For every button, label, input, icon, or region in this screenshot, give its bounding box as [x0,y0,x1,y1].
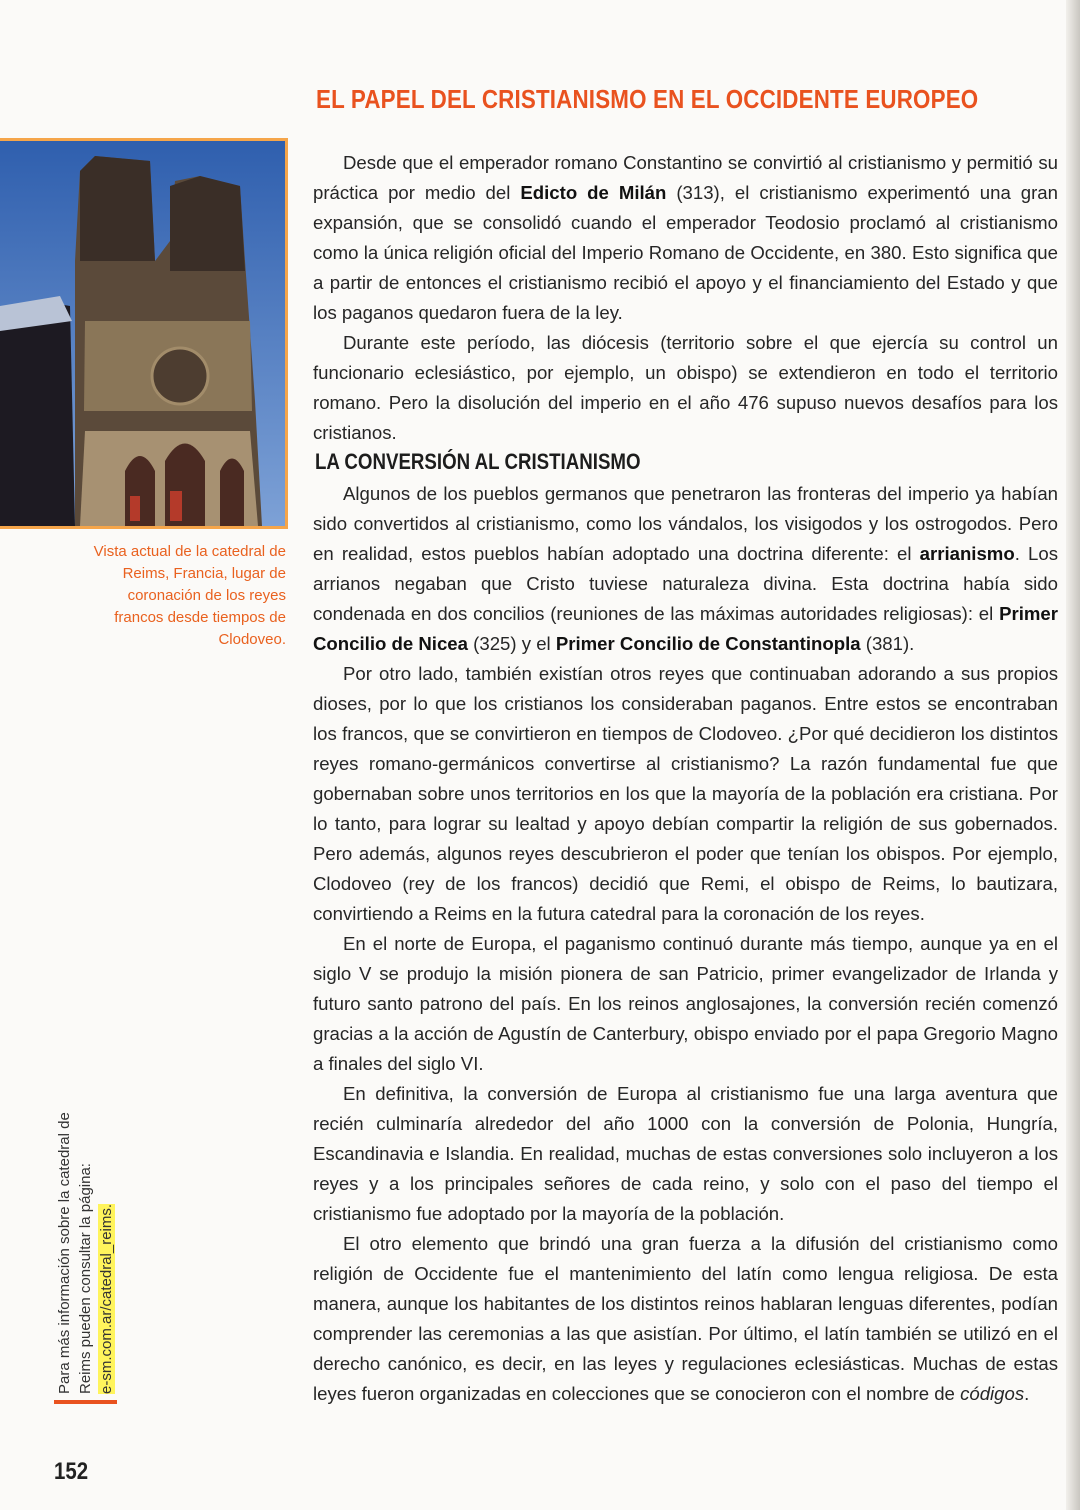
text-run: (325) y el [468,633,556,654]
page-edge [1066,0,1080,1510]
paragraph [313,479,1058,659]
text-run: El otro elemento que brindó una gran fuerza a la difusión del cristianismo como religión de Occidente fue el mantenimiento del latín como lengua religiosa. De esta manera, aunque los habitantes de los distintos reinos hablaran lenguas diferentes, podían comprender las ceremonias a las que asistían. Por último, el latín también se utilizó en el derecho canónico, es decir, en las leyes y regulaciones eclesiásticas. Muchas de estas leyes fueron organizadas en colecciones que se conocieron con el nombre de [313,1233,1058,1404]
image-caption: Vista actual de la catedral de Reims, Francia, lugar de coronación de los reyes francos desde tiempos de Clodoveo. [93,543,286,648]
paragraph [313,929,1058,1079]
text-run: . Los arrianos negaban que Cristo tuviese naturaleza divina. Esta doctrina había sido condenada en dos concilios (reuniones de las máximas autoridades religiosas): el [313,543,1058,624]
side-note-text: Para más información sobre la catedral de Reims pueden consultar la página: [56,1112,94,1394]
side-note-link[interactable]: e-sm.com.ar/catedral_reims. [98,1203,115,1394]
text-run: En el norte de Europa, el paganismo continuó durante más tiempo, aunque ya en el siglo V se produjo la misión pionera de san Patricio, primer evangelizador de Irlanda y futuro santo patrono del país. En los reinos anglosajones, la conversión recién comenzó gracias a la acción de Agustín de Canterbury, obispo enviado por el papa Gregorio Magno a finales del siglo VI. [313,933,1058,1074]
side-note [54,1094,117,1404]
section-heading: LA CONVERSIÓN AL CRISTIANISMO [315,449,641,474]
text-run: Durante este período, las diócesis (territorio sobre el que ejercía su control un funcionario eclesiástico, por ejemplo, un obispo) se extendieron en todo el territorio romano. Pero la disolución del imperio en el año 476 supuso nuevos desafíos para los cristianos. [313,332,1058,443]
text-run: . [1024,1383,1030,1404]
text-run: En definitiva, la conversión de Europa al cristianismo fue una larga aventura que recién culminaría alrededor del año 1000 con la conversión de Polonia, Hungría, Escandinavia e Islandia. En realidad, muchas de estas conversiones solo incluyeron a los reyes y a los principales señores de cada reino, y solo con el paso del tiempo el cristianismo fue adoptado por la mayoría de la población. [313,1083,1058,1224]
text-run: (381). [860,633,915,654]
bold-term: Edicto de Milán [520,182,667,203]
section-text [313,479,1058,1409]
bold-term: arrianismo [919,543,1015,564]
bold-term: Primer Concilio de Constantinopla [555,633,861,654]
italic-term: códigos [960,1383,1025,1404]
intro-text [313,148,1058,448]
reims-cathedral-photo [0,138,288,529]
page-title: EL PAPEL DEL CRISTIANISMO EN EL OCCIDENTE EUROPEO [316,84,979,114]
bold-term: Primer Concilio de Nicea [313,603,1058,654]
paragraph [313,659,1058,929]
text-run: (313), el cristianismo experimentó una gran expansión, que se consolidó cuando el emperador Teodosio proclamó al cristianismo como la única religión oficial del Imperio Romano de Occidente, en 380. Esto significa que a partir de entonces el cristianismo recibió el apoyo y el financiamiento del Estado y que los paganos quedaron fuera de la ley. [313,182,1058,323]
paragraph [313,328,1058,448]
page-number: 152 [54,1458,89,1485]
paragraph [313,1229,1058,1409]
paragraph [313,148,1058,328]
paragraph [313,1079,1058,1229]
text-run: Por otro lado, también existían otros reyes que continuaban adorando a sus propios dioses, por lo que los cristianos los consideraban paganos. Entre estos se encontraban los francos, que se convirtieron en tiempos de Clodoveo. ¿Por qué decidieron los distintos reyes romano-germánicos convertirse al cristianismo? La razón fundamental fue que gobernaban sobre unos territorios en los que la mayoría de la población era cristiana. Por lo tanto, para lograr su lealtad y apoyo debían compartir la religión de sus gobernados. Pero además, algunos reyes descubrieron el poder que tenían los obispos. Por ejemplo, Clodoveo (rey de los francos) decidió que Remi, el obispo de Reims, lo bautizara, convirtiendo a Reims en la futura catedral para la coronación de los reyes. [313,663,1058,924]
text-run: Desde que el emperador romano Constantino se convirtió al cristianismo y permitió su práctica por medio del [313,152,1058,203]
text-run: Algunos de los pueblos germanos que penetraron las fronteras del imperio ya habían sido convertidos al cristianismo, como los vándalos, los visigodos y los ostrogodos. Pero en realidad, estos pueblos habían adoptado una doctrina diferente: el [313,483,1058,564]
